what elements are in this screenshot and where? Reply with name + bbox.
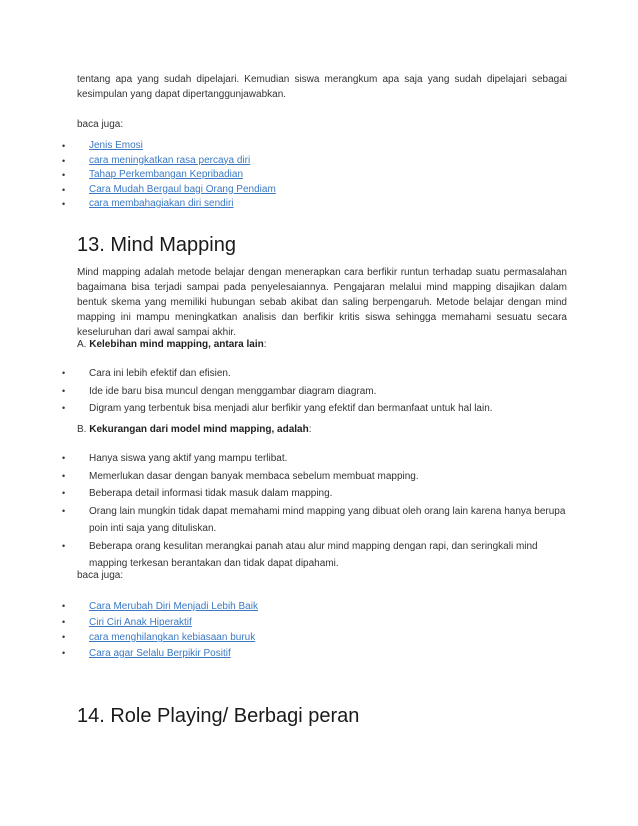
baca-juga-label-2: baca juga: — [77, 570, 124, 581]
list-item — [0, 139, 569, 154]
bullet-icon: • — [62, 141, 66, 151]
bullet-icon: • — [62, 632, 66, 642]
kelebihan-list — [0, 366, 638, 417]
bullet-icon: • — [62, 453, 66, 463]
bullet-icon: • — [62, 170, 66, 180]
list-item: • Beberapa orang kesulitan merangkai panah atau alur mind mapping dengan rapi, dan seringkali mind mapping terkesan berantakan dan tidak dapat dipahami. — [0, 538, 569, 572]
bullet-icon: • — [62, 488, 66, 498]
section-heading-role-playing: 14. Role Playing/ Berbagi peran — [77, 705, 360, 727]
section-heading-mind-mapping: 13. Mind Mapping — [77, 234, 236, 256]
list-item — [0, 646, 569, 662]
list-item — [0, 154, 569, 169]
bullet-icon: • — [62, 647, 66, 658]
kekurangan-list — [0, 451, 638, 572]
related-link[interactable]: cara menghilangkan kebiasaan buruk — [89, 632, 256, 643]
related-link[interactable]: Cara agar Selalu Berpikir Positif — [89, 647, 231, 659]
related-link[interactable]: cara meningkatkan rasa percaya diri — [89, 154, 251, 166]
bullet-icon: • — [62, 403, 66, 413]
related-link[interactable]: cara membahagiakan diri sendiri — [89, 198, 234, 209]
list-item: • Hanya siswa yang aktif yang mampu terlibat. — [0, 451, 569, 467]
bullet-icon: • — [62, 540, 66, 551]
bullet-icon: • — [62, 368, 66, 378]
list-item: • Orang lain mungkin tidak dapat memahami mind mapping yang dibuat oleh orang lain karena hanya berupa poin inti saja yang dituliskan. — [0, 503, 569, 537]
related-link[interactable]: Tahap Perkembangan Kepribadian — [89, 169, 243, 180]
bullet-icon: • — [62, 601, 66, 611]
list-item — [0, 197, 569, 212]
list-item — [0, 630, 569, 646]
kelebihan-heading: A. Kelebihan mind mapping, antara lain: — [77, 339, 267, 350]
list-item — [0, 615, 569, 631]
bullet-icon: • — [62, 155, 66, 166]
bullet-icon: • — [62, 385, 66, 396]
bullet-icon: • — [62, 616, 66, 627]
list-item: • Beberapa detail informasi tidak masuk dalam mapping. — [0, 486, 569, 502]
kekurangan-heading: B. Kekurangan dari model mind mapping, adalah: — [77, 424, 312, 435]
related-link[interactable]: Cara Mudah Bergaul bagi Orang Pendiam — [89, 183, 276, 195]
related-links-list-2 — [0, 599, 638, 661]
related-link[interactable]: Ciri Ciri Anak Hiperaktif — [89, 616, 192, 628]
list-item: • Ide ide baru bisa muncul dengan menggambar diagram diagram. — [0, 384, 569, 400]
list-item — [0, 183, 569, 198]
list-item: • Memerlukan dasar dengan banyak membaca sebelum membuat mapping. — [0, 469, 569, 485]
list-item — [0, 599, 569, 615]
intro-paragraph: tentang apa yang sudah dipelajari. Kemudian siswa merangkum apa saja yang sudah dipelajari sebagai kesimpulan yang dapat dipertanggunjawabkan. — [77, 74, 567, 100]
related-link[interactable]: Jenis Emosi — [89, 140, 143, 151]
bullet-icon: • — [62, 199, 66, 209]
bullet-icon: • — [62, 470, 66, 481]
list-item: • Cara ini lebih efektif dan efisien. — [0, 366, 569, 382]
baca-juga-label-1: baca juga: — [77, 119, 124, 130]
related-link[interactable]: Cara Merubah Diri Menjadi Lebih Baik — [89, 601, 258, 612]
bullet-icon: • — [62, 505, 66, 516]
list-item: • Digram yang terbentuk bisa menjadi alur berfikir yang efektif dan bermanfaat untuk hal lain. — [0, 401, 569, 417]
list-item — [0, 168, 569, 183]
related-links-list-1 — [0, 139, 638, 212]
mind-mapping-paragraph: Mind mapping adalah metode belajar dengan menerapkan cara berfikir runtun terhadap suatu permasalahan bagaimana bisa terjadi sampai pada penyelesaiannya. Pengajaran melalui mind mapping disajikan dalam bentuk skema yang memiliki hubungan sebab akibat dan saling berpengaruh. Metode belajar dengan mind mapping ini mampu meningkatkan analisis dan berfikir kritis siswa sehingga memahami sesuatu secara keseluruhan dari awal sampai akhir. — [77, 267, 567, 338]
bullet-icon: • — [62, 184, 66, 195]
